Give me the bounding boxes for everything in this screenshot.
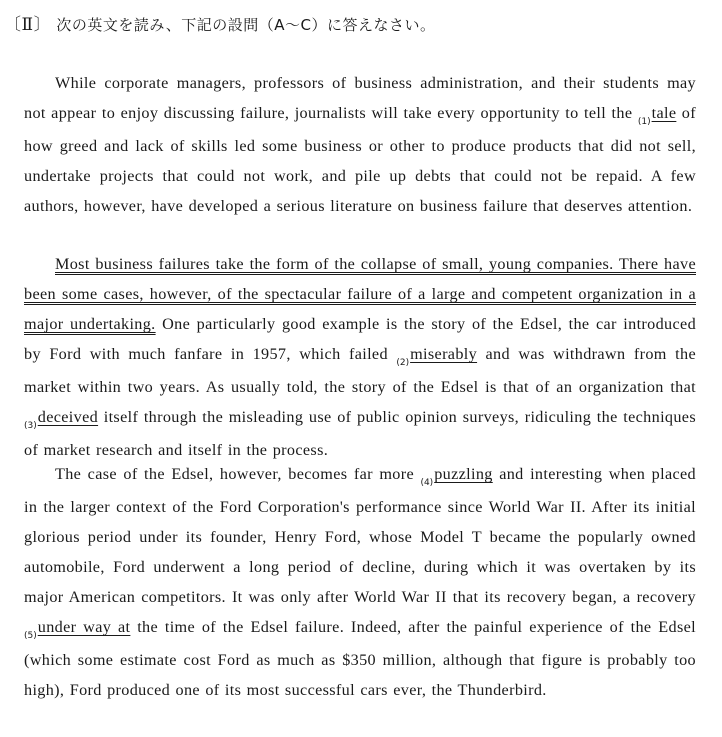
p3-text-3: the time of the Edsel failure. Indeed, after the painful experience of the Edsel (which some estimate cost Ford as much as $350 million, although that figure is probably too high), Ford produced one of its most successful cars ever, the Thunderbird.: [24, 618, 696, 699]
p1-text-1: While corporate managers, professors of business administration, and their students may not appear to enjoy discussing failure, journalists will take every opportunity to tell the: [24, 74, 696, 122]
marker-4: (4): [420, 478, 434, 488]
marker-5: (5): [24, 631, 37, 641]
bracket-close: 〕: [33, 15, 52, 35]
p1-text-2: of how greed and lack of skills led some business or other to produce products that did not sell, undertake projects that could not work, and pile up debts that could not be repaid. A few authors, however, have developed a serious literature on business failure that deserves attention.: [24, 104, 696, 215]
marker-3: (3): [24, 421, 37, 431]
underlined-word-2: miserably: [410, 345, 478, 363]
marker-2: (2): [396, 358, 410, 368]
instruction-text: 次の英文を読み、下記の設問（A～C）に答えなさい。: [56, 16, 436, 34]
p2-text-1: One particularly good example is the story of the Edsel, the car introduced by Ford with much fanfare in 1957, which failed: [24, 315, 697, 363]
question-number: Ⅱ: [21, 15, 34, 35]
p2-text-2: and was withdrawn from the market within two years. As usually told, the story of the Edsel is that of an organization that: [24, 345, 696, 396]
underlined-phrase-5: under way at: [37, 618, 131, 636]
underlined-word-3: deceived: [37, 408, 99, 426]
paragraph-2: [24, 249, 696, 465]
p3-text-2: and interesting when placed in the larger context of the Ford Corporation's performance since World War II. After its initial glorious period under its founder, Henry Ford, whose Model T became the popularly owned automobile, Ford underwent a long period of decline, during which it was overtaken by its major American competitors. It was only after World War II that its recovery began, a recovery: [24, 465, 696, 606]
marker-1: (1): [637, 117, 651, 127]
underlined-word-1: tale: [651, 104, 677, 122]
paragraph-3: [24, 459, 696, 705]
p3-text-1: The case of the Edsel, however, becomes far more: [55, 465, 421, 483]
underlined-word-4: puzzling: [434, 465, 493, 483]
bracket-open: 〔: [4, 15, 22, 35]
question-header: [4, 10, 435, 35]
paragraph-1: [24, 68, 696, 221]
double-underlined-passage: Most business failures take the form of the collapse of small, young companies. There have been some cases, however, of the spectacular failure of a large and competent organization in a major undertaking.: [24, 255, 696, 333]
p2-text-3: itself through the misleading use of public opinion surveys, ridiculing the techniques of market research and itself in the process.: [24, 408, 696, 459]
